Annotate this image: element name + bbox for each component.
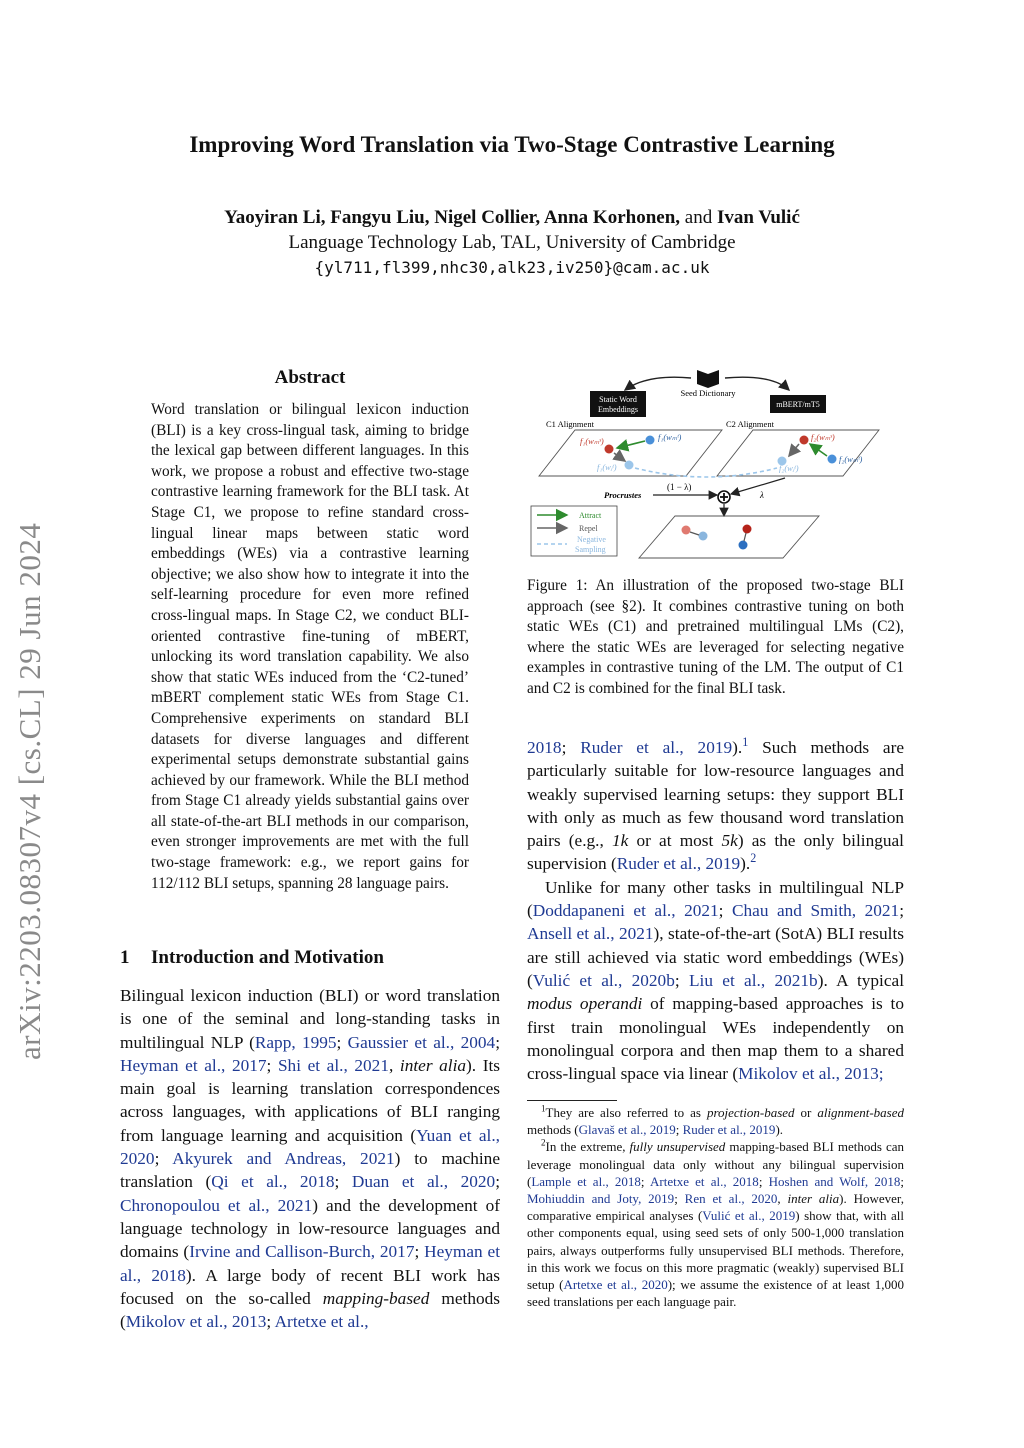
text: ), state-of-the-art (SotA) BLI results are still achieved via static word embeddings (WEs) ( xyxy=(527,924,904,990)
repel-arrow xyxy=(789,444,799,456)
f2-wt-label: f₂(wₘᵗ) xyxy=(839,454,863,464)
citation-link[interactable]: Mikolov et al., 2013; xyxy=(738,1064,884,1084)
intro-continued xyxy=(527,736,904,1085)
citation-link[interactable]: Glavaš et al., 2019 xyxy=(578,1122,676,1138)
author-last: Ivan Vulić xyxy=(716,207,800,228)
text: ) and the development of language technology in low-resource languages and domains ( xyxy=(120,1195,500,1262)
footnote-number: 1 xyxy=(541,1103,546,1114)
text: inter alia xyxy=(399,1055,467,1075)
citation-link[interactable]: Shi et al., 2021 xyxy=(277,1055,389,1075)
paragraph: 2018; Ruder et al., 2019).$^1$ Such methods are particularly suitable for low-resource languages and weakly supervised learning setups: they support BLI with only as much as few thousand word translation pairs (e.g., 1k or at most 5k) as the only bilingual supervision (Ruder et al., 2019).$^2$ xyxy=(527,735,905,874)
author-conjunction: and xyxy=(684,207,713,228)
citation-link[interactable]: Artetxe et al., 2018 xyxy=(649,1173,759,1189)
citation-link[interactable]: Heyman et al., 2018 xyxy=(120,1242,501,1285)
footnotes xyxy=(527,1104,904,1310)
book-icon xyxy=(697,370,719,388)
text: Such methods are particularly suitable for low-resource languages and weakly supervised learning setups: they support BLI with only as much as few thousand word translation pairs (e.g., xyxy=(527,738,905,851)
text: fully unsupervised xyxy=(629,1139,726,1155)
intro-paragraph: Bilingual lexicon induction (BLI) or word translation is one of the seminal and long-standing tasks in multilingual NLP (Rapp, 1995; Gaussier et al., 2004; Heyman et al., 2017; Shi et al., 2021, inter alia). Its main goal is learning translation correspondences across languages, with applications of BLI ranging from language learning and acquisition (Yuan et al., 2020; Akyurek and Andreas, 2021) to machine translation (Qi et al., 2018; Duan et al., 2020; Chronopoulou et al., 2021) and the development of language technology in low-resource languages and domains (Irvine and Callison-Burch, 2017; Heyman et al., 2018). A large body of recent BLI work has focused on the so-called mapping-based methods (Mikolov et al., 2013; Artetxe et al., xyxy=(120,986,501,1332)
paragraph: Unlike for many other tasks in multilingual NLP (Doddapaneni et al., 2021; Chau and Smith, 2021; Ansell et al., 2021), state-of-the-art (SotA) BLI results are still achieved via static word embeddings (WEs) (Vulić et al., 2020b; Liu et al., 2021b). A typical modus operandi of mapping-based approaches is to first train monolingual WEs independently on monolingual corpora and then map them to a shared cross-lingual space via linear (Mikolov et al., 2013; xyxy=(527,877,904,1084)
text: Bilingual lexicon induction (BLI) or word translation is one of the seminal and long-standing tasks in multilingual NLP ( xyxy=(120,986,500,1052)
citation-link[interactable]: Lample et al., 2018 xyxy=(531,1173,641,1189)
section-title: Introduction and Motivation xyxy=(151,947,384,968)
citation-link[interactable]: Ren et al., 2020 xyxy=(684,1191,778,1207)
footnote-divider xyxy=(527,1100,617,1101)
citation-link[interactable]: Akyurek and Andreas, 2021 xyxy=(172,1149,395,1169)
text: They are also referred to as xyxy=(545,1105,707,1120)
attract-arrow xyxy=(810,444,827,456)
f1-wj-label: f₁(wⱼᵗ) xyxy=(597,462,617,472)
output-point xyxy=(743,525,752,534)
text: projection-based xyxy=(706,1105,795,1120)
legend-sampling: Sampling xyxy=(575,545,606,554)
affiliation: Language Technology Lab, TAL, University of Cambridge xyxy=(288,232,736,253)
abstract-text: Word translation or bilingual lexicon induction (BLI) is a key cross-lingual task, aiming to bridge the lexical gap between different languages. In this work, we propose a robust and effective two-stage contrastive learning framework for the BLI task. At Stage C1, we propose to refine standard cross-lingual linear maps between static word embeddings (WEs) via a contrastive learning objective; we also show how to integrate it into the self-learning procedure for even more refined cross-lingual maps. In Stage C2, we conduct BLI-oriented contrastive fine-tuning of mBERT, unlocking its word translation capability. We also show that static WEs induced from the ‘C2-tuned’ mBERT complement static WEs from Stage C1. Comprehensive experiments on standard BLI datasets for diverse languages and different experimental setups demonstrate substantial gains achieved by our framework. While the BLI method from Stage C1 already yields substantial gains over all state-of-the-art BLI methods in our comparison, even stronger improvements are met with the full two-stage framework: e.g., we report gains for 112/112 BLI setups, spanning 28 language pairs. xyxy=(151,401,469,892)
f1-target-point xyxy=(646,436,655,445)
text: ). A typical xyxy=(817,970,904,990)
text: inter alia xyxy=(787,1191,840,1207)
citation-link[interactable]: Mohiuddin and Joty, 2019 xyxy=(527,1191,675,1207)
f1-negative-point xyxy=(625,461,634,470)
static-we-label-2: Embeddings xyxy=(598,405,638,414)
citation-link[interactable]: Heyman et al., 2017 xyxy=(120,1055,267,1075)
text: ). Its main goal is learning translation correspondences across languages, with applications of BLI ranging from language learning and acquisition ( xyxy=(120,1055,501,1145)
footnote-2: $^2$In the extreme, fully unsupervised mapping-based BLI methods can leverage monolingual data only without any bilingual supervision (Lample et al., 2018; Artetxe et al., 2018; Hoshen and Wolf, 2018; Mohiuddin and Joty, 2019; Ren et al., 2020, inter alia). However, comparative empirical analyses (Vulić et al., 2019) show that, with all other components equal, using seed sets of only 500-1,000 translation pairs, always outperforms fully unsupervised BLI methods. Therefore, in this work we focus on this more pragmatic (weakly) supervised BLI setup (Artetxe et al., 2020); we assume the existence of at least 1,000 seed translations per each language pair. xyxy=(527,1138,904,1310)
text: ). However, comparative empirical analyses ( xyxy=(527,1191,904,1224)
text: ) to machine translation ( xyxy=(120,1149,500,1192)
citation-link[interactable]: Ruder et al., 2019 xyxy=(616,854,741,874)
author-emails: {yl711,fl399,nhc30,alk23,iv250}@cam.ac.uk xyxy=(314,258,710,277)
output-plane xyxy=(639,516,819,558)
text: ) as the only bilingual supervision ( xyxy=(527,831,904,874)
citation-link[interactable]: Rapp, 1995 xyxy=(254,1032,337,1052)
static-we-label-1: Static Word xyxy=(599,395,637,404)
c1-alignment-label: C1 Alignment xyxy=(546,419,594,429)
output-point xyxy=(739,541,748,550)
text: or at most xyxy=(628,831,722,851)
citation-link[interactable]: Irvine and Callison-Burch, 2017 xyxy=(189,1242,415,1262)
text: or xyxy=(794,1105,818,1120)
math: 1k xyxy=(611,831,629,851)
author-list xyxy=(0,207,1024,229)
citation-link[interactable]: Doddapaneni et al., 2021 xyxy=(532,901,719,921)
mbert-label: mBERT/mT5 xyxy=(776,400,820,409)
text: methods ( xyxy=(120,1288,500,1332)
abstract-heading: Abstract xyxy=(274,367,346,388)
author-names: Yaoyiran Li, Fangyu Liu, Nigel Collier, Anna Korhonen, xyxy=(224,207,681,228)
text: of mapping-based approaches is to first train monolingual WEs independently on monolingual corpora and then map them to a shared cross-lingual space via linear ( xyxy=(527,994,904,1084)
citation-link[interactable]: Mikolov et al., 2013 xyxy=(125,1312,267,1332)
citation-link[interactable]: Gaussier et al., 2004 xyxy=(347,1032,496,1052)
f1-ws-label: f₁(wₘˢ) xyxy=(580,436,604,446)
citation-link[interactable]: Artetxe et al., 2020 xyxy=(563,1277,668,1293)
text: ). A large body of recent BLI work has focused on the so-called xyxy=(120,1265,500,1308)
text: methods ( xyxy=(527,1122,579,1138)
text: ) show that, with all other components equal, using seed sets of only 500-1,000 translation pairs, always outperforms fully unsupervised BLI methods. Therefore, in this work we focus on this more pragmatic (weakly) supervised BLI setup ( xyxy=(527,1208,904,1293)
c2-alignment-label: C2 Alignment xyxy=(726,419,774,429)
citation-link[interactable]: Yuan et al., 2020 xyxy=(120,1125,500,1169)
text: mapping-based xyxy=(322,1288,430,1308)
citation-link[interactable]: Ansell et al., 2021 xyxy=(527,924,654,944)
f1-wt-label: f₁(wₘᵗ) xyxy=(658,432,682,442)
arrow xyxy=(731,478,785,494)
section-number: 1 xyxy=(120,947,130,968)
procrustes-label: Procrustes xyxy=(604,490,642,500)
legend-repel: Repel xyxy=(579,524,598,533)
citation-link[interactable]: Duan et al., 2020 xyxy=(351,1172,496,1192)
output-point xyxy=(682,526,691,535)
f2-wj-label: f₂(wⱼᵗ) xyxy=(779,463,799,473)
citation-link[interactable]: Vulić et al., 2020b xyxy=(532,970,675,990)
footnote-marker[interactable]: 1 xyxy=(742,735,749,750)
lambda-label: λ xyxy=(760,490,764,500)
text: ); we assume the existence of at least 1,000 seed translations per each language pair. xyxy=(527,1277,904,1310)
attract-arrow xyxy=(617,441,645,448)
f2-target-point xyxy=(828,455,837,464)
seed-dictionary-label: Seed Dictionary xyxy=(680,388,736,398)
math: 5k xyxy=(721,831,738,851)
two-stage-diagram xyxy=(527,364,905,564)
citation-link[interactable]: Ruder et al., 2019 xyxy=(682,1122,776,1138)
citation-link[interactable]: Hoshen and Wolf, 2018 xyxy=(768,1173,901,1189)
citation-link[interactable]: Chau and Smith, 2021 xyxy=(731,901,900,921)
f2-ws-label: f₂(wₘˢ) xyxy=(811,432,835,442)
arxiv-identifier: arXiv:2203.08307v4 [cs.CL] 29 Jun 2024 xyxy=(12,522,47,1060)
output-point xyxy=(699,532,708,541)
citation-link[interactable]: Artetxe et al., xyxy=(274,1312,369,1332)
text: modus operandi xyxy=(527,994,643,1014)
one-minus-lambda: (1 − λ) xyxy=(667,482,692,492)
f2-source-point xyxy=(800,436,809,445)
repel-arrow xyxy=(614,453,625,461)
citation-link[interactable]: Chronopoulou et al., 2021 xyxy=(120,1195,313,1215)
legend-attract: Attract xyxy=(579,511,602,520)
paper-title: Improving Word Translation via Two-Stage Contrastive Learning xyxy=(189,132,835,157)
citation-link[interactable]: Vulić et al., 2019 xyxy=(702,1208,796,1224)
text: In the extreme, xyxy=(545,1139,630,1155)
citation-link[interactable]: Qi et al., 2018 xyxy=(211,1172,335,1192)
text: mapping-based BLI methods can leverage monolingual data only without any bilingual supervision ( xyxy=(527,1139,904,1189)
legend-negative: Negative xyxy=(577,535,606,544)
text: alignment-based xyxy=(817,1105,904,1120)
figure-1 xyxy=(527,364,905,564)
f1-source-point xyxy=(605,445,614,454)
footnote-1: $^1$They are also referred to as projection-based or alignment-based methods (Glavaš et al., 2019; Ruder et al., 2019). xyxy=(527,1103,904,1138)
citation-link[interactable]: 2018 xyxy=(527,738,562,757)
footnote-number: 2 xyxy=(541,1138,546,1149)
footnote-marker[interactable]: 2 xyxy=(750,851,757,866)
text: Unlike for many other tasks in multilingual NLP ( xyxy=(527,877,904,921)
citation-link[interactable]: Ruder et al., 2019 xyxy=(580,738,733,757)
citation-link[interactable]: Liu et al., 2021b xyxy=(688,970,818,990)
figure-caption: Figure 1: An illustration of the proposed two-stage BLI approach (see §2). It combines contrastive tuning on both static WEs (C1) and pretrained multilingual LMs (C2), where the static WEs are leveraged for selecting negative examples in contrastive tuning of the LM. The output of C1 and C2 is combined for the final BLI task. xyxy=(527,577,904,697)
section-heading-introduction xyxy=(120,947,500,969)
